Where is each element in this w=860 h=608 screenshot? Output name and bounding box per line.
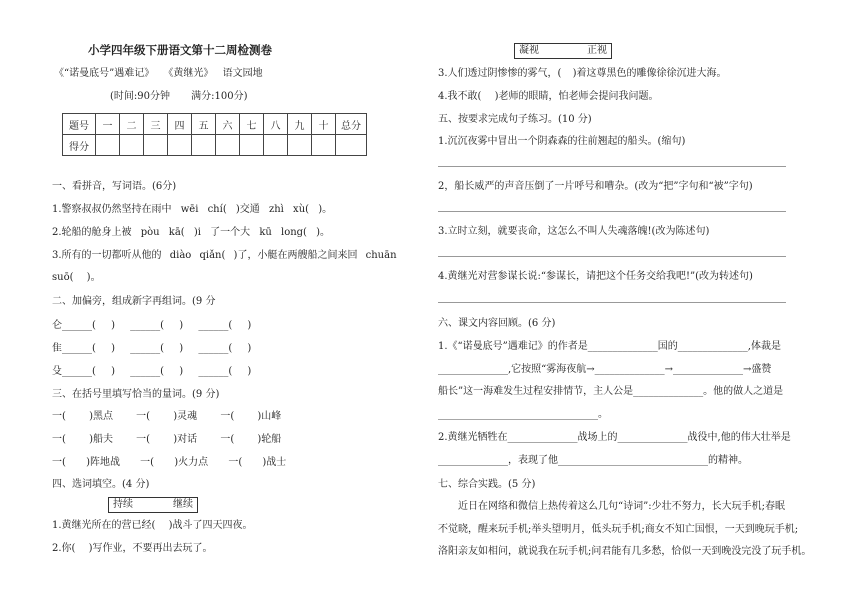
score-col: 八 — [264, 114, 288, 135]
score-cell[interactable] — [192, 135, 216, 156]
section-3-title: 三、在括号里填写恰当的量词。(9 分) — [52, 389, 220, 400]
question-text: 1.黄继光所在的营已经( )战斗了四天四夜。 — [52, 520, 253, 531]
question-text: 船长”这一海难发生过程安排情节，主人公是______________。他的做人之道是 — [438, 386, 784, 397]
score-cell[interactable] — [120, 135, 144, 156]
score-cell[interactable] — [312, 135, 336, 156]
score-cell[interactable] — [96, 135, 120, 156]
question-text: 1.《“诺曼底号”遇难记》的作者是______________国的______________,体裁是 — [438, 341, 781, 352]
score-cell[interactable] — [264, 135, 288, 156]
section-6-title: 六、课文内容回顾。(6 分) — [438, 318, 556, 329]
question-text: 3.所有的一切都听从他的 diào qiǎn( )了，小艇在两艘船之间来回 chuān — [52, 250, 397, 261]
score-col: 二 — [120, 114, 144, 135]
question-text: ________________________________。 — [438, 409, 608, 420]
word-choice: 凝视 — [519, 45, 539, 56]
question-text: 1.警察叔叔仍然坚持在雨中 wēi chí( )交通 zhì xù( )。 — [52, 204, 333, 215]
question-text: 4.黄继光对营参谋长说:“参谋长，请把这个任务交给我吧!”(改为转述句) — [438, 271, 753, 282]
score-col: 十 — [312, 114, 336, 135]
question-text: 一( )黑点 一( )灵魂 一( )山峰 — [52, 411, 282, 422]
word-choice: 继续 — [173, 499, 193, 510]
score-table-score-row — [63, 135, 367, 156]
question-text: 一( )阵地战 一( )火力点 一( )战士 — [52, 457, 287, 468]
question-text: 隹______( ) ______( ) ______( ) — [52, 343, 252, 354]
paragraph-line: 近日在网络和微信上热传着这么几句“诗词”:少壮不努力，长大玩手机;春眠 — [458, 501, 785, 512]
question-text: ______________,它按照“雾海夜航→______________→______________→盛赞 — [438, 364, 772, 375]
answer-line[interactable] — [438, 211, 786, 212]
score-col: 五 — [192, 114, 216, 135]
score-table-row-label: 题号 — [63, 114, 96, 135]
score-col: 三 — [144, 114, 168, 135]
answer-line[interactable] — [438, 256, 786, 257]
score-col: 四 — [168, 114, 192, 135]
score-col: 七 — [240, 114, 264, 135]
answer-line[interactable] — [438, 166, 786, 167]
page-title: 小学四年级下册语文第十二周检测卷 — [88, 43, 272, 57]
section-2-title: 二、加偏旁，组成新字再组词。(9 分 — [52, 296, 216, 307]
question-text: 2，船长威严的声音压倒了一片呼号和嘈杂。(改为“把”字句和“被”字句) — [438, 181, 753, 192]
score-cell[interactable] — [288, 135, 312, 156]
question-text: 2.轮船的舱身上被 pòu kā( )i 了一个大 kū long( )。 — [52, 227, 331, 238]
score-col-total: 总分 — [336, 114, 367, 135]
score-cell[interactable] — [240, 135, 264, 156]
question-text: 殳______( ) ______( ) ______( ) — [52, 366, 252, 377]
score-cell[interactable] — [144, 135, 168, 156]
paragraph-line: 不觉晓，醒来玩手机;举头望明月，低头玩手机;商女不知亡国恨，一天到晚玩手机; — [438, 524, 799, 535]
question-text: 3.人们透过阴惨惨的雾气，( )着这尊黑色的雕像徐徐沉进大海。 — [438, 68, 727, 79]
word-choice: 持续 — [113, 499, 133, 510]
question-text: suō( )。 — [52, 272, 101, 283]
score-col: 九 — [288, 114, 312, 135]
question-text: 1.沉沉夜雾中冒出一个阴森森的往前翘起的船头。(缩句) — [438, 136, 686, 147]
score-table-header-row — [63, 114, 367, 135]
paragraph-line: 洛阳亲友如相问，就说我在玩手机;问君能有几多愁，恰似一天到晚没完没了玩手机。 — [438, 546, 812, 557]
score-table — [62, 113, 367, 156]
question-text: 一( )船夫 一( )对话 一( )轮船 — [52, 434, 282, 445]
word-choice-box — [514, 43, 612, 59]
exam-meta: (时间:90分钟 满分:100分) — [110, 91, 248, 102]
question-text: ______________，表现了他______________________________的精神。 — [438, 455, 748, 466]
score-cell[interactable] — [336, 135, 367, 156]
question-text: 3.立时立刻，就要丧命，这怎么不叫人失魂落魄!(改为陈述句) — [438, 226, 710, 237]
score-col: 六 — [216, 114, 240, 135]
score-cell[interactable] — [216, 135, 240, 156]
word-choice: 正视 — [587, 45, 607, 56]
question-text: 4.我不敢( )老师的眼睛，怕老师会提问我问题。 — [438, 91, 659, 102]
score-cell[interactable] — [168, 135, 192, 156]
answer-line[interactable] — [438, 302, 786, 303]
exam-scope: 《“诺曼底号”遇难记》 《黄继光》 语文园地 — [54, 68, 263, 79]
question-text: 2.你( )写作业，不要再出去玩了。 — [52, 543, 213, 554]
score-table-row-label: 得分 — [63, 135, 96, 156]
section-1-title: 一、看拼音，写词语。(6分) — [52, 181, 177, 192]
score-col: 一 — [96, 114, 120, 135]
section-7-title: 七、综合实践。(5 分) — [438, 479, 536, 490]
question-text: 仑______( ) ______( ) ______( ) — [52, 320, 252, 331]
question-text: 2.黄继光牺牲在______________战场上的______________战役中,他的伟大壮举是 — [438, 432, 791, 443]
section-5-title: 五、按要求完成句子练习。(10 分) — [438, 114, 592, 125]
word-choice-box — [108, 497, 198, 513]
section-4-title: 四、选词填空。(4 分) — [52, 479, 150, 490]
